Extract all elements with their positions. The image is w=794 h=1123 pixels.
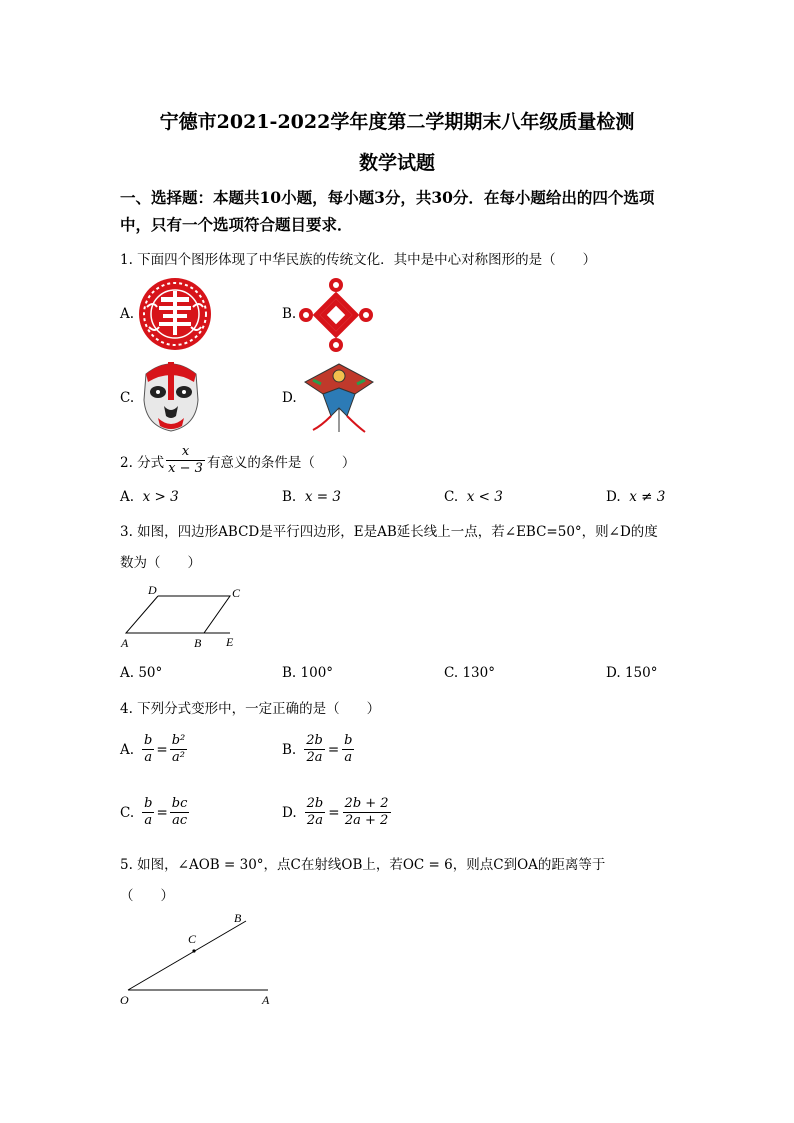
q1-option-a-label: A. — [120, 306, 135, 322]
parallelogram-figure — [118, 582, 248, 652]
question-4-stem: 4. 下列分式变形中，一定正确的是（ ） — [120, 701, 381, 717]
point-e-label: E — [226, 635, 234, 649]
q3-option-b: B. 100° — [282, 665, 334, 681]
point-b-label: B — [194, 636, 202, 650]
question-3-stem-line2: 数为（ ） — [120, 555, 201, 571]
q3-option-a: A. 50° — [120, 665, 163, 681]
question-5-stem-line2: （ ） — [120, 888, 174, 904]
point-o-label: O — [120, 993, 129, 1007]
q2-denominator: x − 3 — [168, 461, 203, 476]
question-1-stem: 1. 下面四个图形体现了中华民族的传统文化．其中是中心对称图形的是（ ） — [120, 252, 597, 268]
exam-subtitle: 数学试题 — [358, 152, 435, 174]
q2-option-a: A. x > 3 — [120, 489, 179, 505]
q1-option-c-label: C. — [120, 390, 135, 406]
question-3-stem-line1: 3. 如图，四边形ABCD是平行四边形，E是AB延长线上一点，若∠EBC=50°，则∠D的度 — [120, 524, 658, 540]
paper-cut-xi-icon — [137, 277, 213, 351]
angle-aob-figure — [118, 908, 278, 1012]
q1-option-b-label: B. — [282, 306, 297, 322]
q4-option-c: C. $\frac{b}{a}$ = $\frac{bc}{ac}$ — [120, 796, 188, 828]
q1-option-d-label: D. — [282, 390, 297, 406]
q2-option-d: D. x ≠ 3 — [606, 489, 666, 505]
q2-option-c: C. x < 3 — [444, 489, 503, 505]
q2-prefix: 2. 分式 — [120, 454, 165, 471]
chinese-knot-icon — [298, 277, 374, 353]
q4-option-a: A. $\frac{b}{a}$ = $\frac{\text{b²}}{\text{a²}}$ — [120, 733, 186, 765]
point-c-dot — [192, 949, 195, 952]
point-c-label: C — [232, 586, 241, 600]
section-heading: 一、选择题：本题共10小题，每小题3分，共30分．在每小题给出的四个选项中，只有一个选项符合题目要求． — [120, 188, 655, 234]
kite-icon — [303, 360, 375, 434]
question-5-stem-line1: 5. 如图，∠AOB = 30°，点C在射线OB上，若OC = 6，则点C到OA的距离等于 — [120, 857, 606, 873]
q3-option-c: C. 130° — [444, 665, 495, 681]
opera-mask-icon — [138, 360, 204, 432]
point-d-label: D — [148, 583, 157, 597]
point-a-label: A — [262, 993, 270, 1007]
point-b-label: B — [234, 911, 242, 925]
q2-fraction — [166, 444, 205, 477]
question-2-stem — [120, 444, 355, 477]
q2-suffix: 有意义的条件是（ ） — [206, 454, 356, 471]
q2-option-b: B. x = 3 — [282, 489, 341, 505]
point-c-label: C — [188, 932, 197, 946]
point-a-label: A — [121, 636, 129, 650]
q3-option-d: D. 150° — [606, 665, 658, 681]
exam-title: 宁德市2021-2022学年度第二学期期末八年级质量检测 — [159, 111, 635, 133]
q4-option-d: D. $\frac{2b}{2a}$ = $\frac{2b + 2}{2a + 2}$ — [282, 796, 389, 828]
q2-numerator: x — [166, 444, 205, 461]
q4-option-b: B. $\frac{2b}{2a}$ = $\frac{b}{a}$ — [282, 733, 353, 765]
